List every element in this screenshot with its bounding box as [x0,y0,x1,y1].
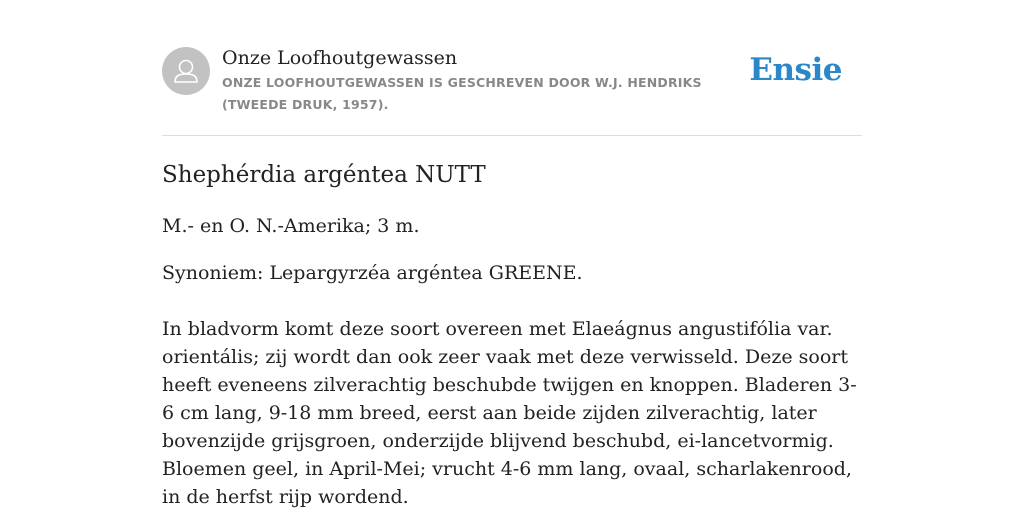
entry-description: In bladvorm komt deze soort overeen met Elaeágnus angustifólia var. orientális; zij wordt dan ook zeer vaak met deze verwisseld. Deze soort heeft eveneens zilverachtig beschubde twijgen en knoppen. Bladeren 3-6 cm lang, 9-18 mm breed, eerst aan beide zijden zilverachtig, later bovenzijde grijsgroen, onderzijde blijvend beschubd, ei-lancetvormig. Bloemen geel, in April-Mei; vrucht 4-6 mm lang, ovaal, scharlakenrood, in de herfst rijp wordend. [162,318,857,508]
page [162,0,862,512]
source-description: ONZE LOOFHOUTGEWASSEN IS GESCHREVEN DOOR W.J. HENDRIKS (TWEEDE DRUK, 1957). [222,75,702,112]
entry-title: Shephérdia argéntea NUTT [162,162,486,188]
source-title[interactable]: Onze Loofhoutgewassen [222,47,458,69]
avatar[interactable] [162,47,210,95]
user-icon [162,47,210,95]
entry-range: M.- en O. N.-Amerika; 3 m. [162,215,420,237]
brand-logo[interactable]: Ensie [749,52,842,88]
entry-synonym: Synoniem: Lepargyrzéa argéntea GREENE. [162,262,583,284]
divider [162,135,862,136]
source-header [162,46,862,116]
